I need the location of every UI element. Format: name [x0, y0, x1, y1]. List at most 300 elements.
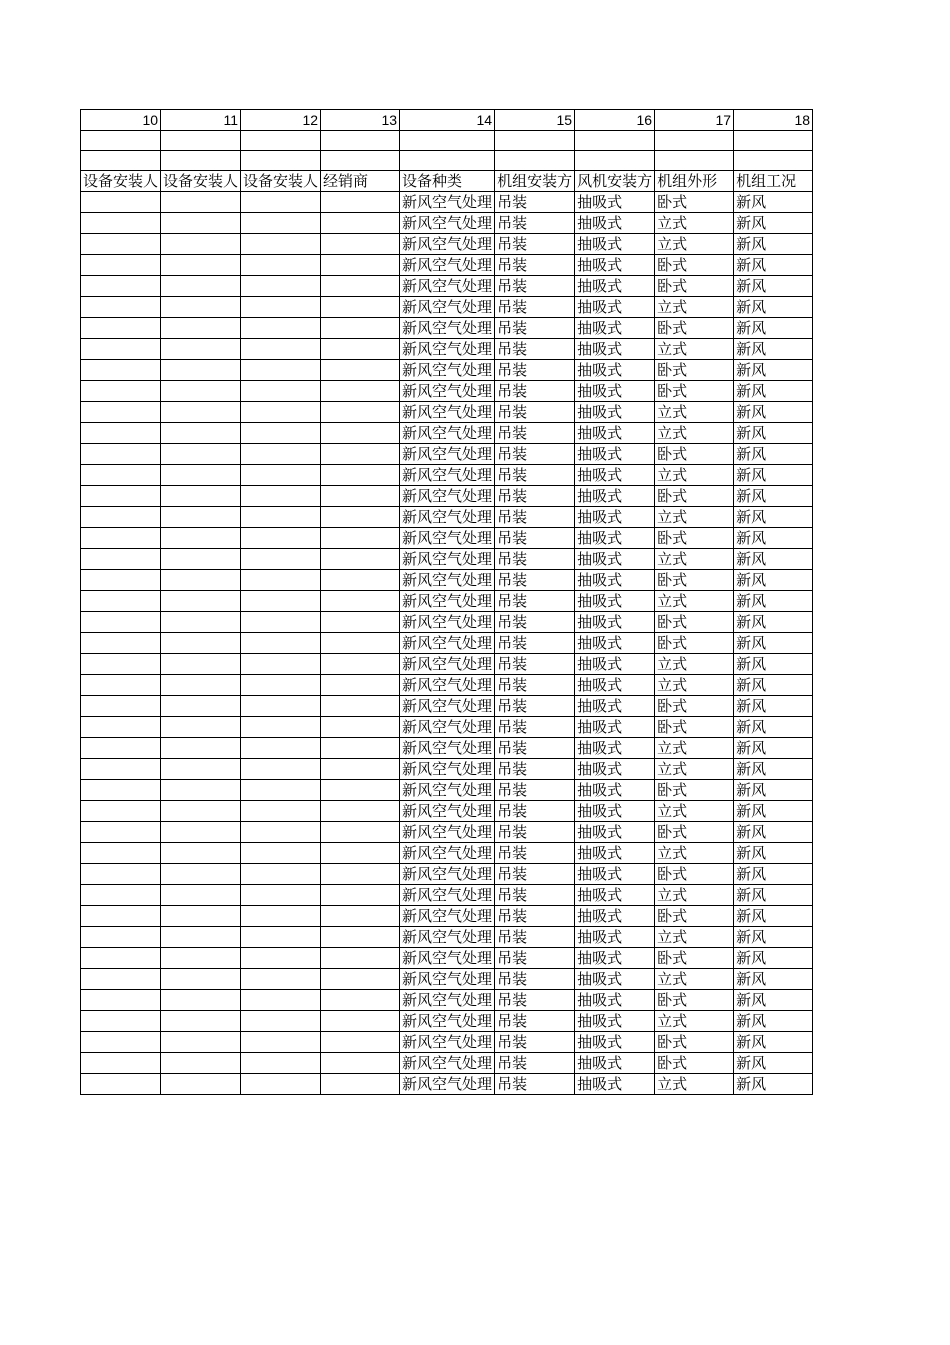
empty-cell[interactable]: [655, 151, 734, 171]
shape-cell[interactable]: 卧式: [655, 318, 734, 339]
device-type-cell[interactable]: 新风空气处理: [400, 633, 495, 654]
fan-method-cell[interactable]: 抽吸式: [575, 486, 655, 507]
install-method-cell[interactable]: 吊装: [495, 234, 575, 255]
empty-cell[interactable]: [81, 318, 161, 339]
install-method-cell[interactable]: 吊装: [495, 759, 575, 780]
empty-cell[interactable]: [241, 297, 321, 318]
condition-cell[interactable]: 新风: [734, 612, 813, 633]
install-method-cell[interactable]: 吊装: [495, 675, 575, 696]
fan-method-cell[interactable]: 抽吸式: [575, 318, 655, 339]
fan-method-cell[interactable]: 抽吸式: [575, 738, 655, 759]
install-method-cell[interactable]: 吊装: [495, 444, 575, 465]
empty-cell[interactable]: [161, 131, 241, 151]
fan-method-cell[interactable]: 抽吸式: [575, 864, 655, 885]
empty-cell[interactable]: [81, 402, 161, 423]
empty-cell[interactable]: [81, 1053, 161, 1074]
condition-cell[interactable]: 新风: [734, 1053, 813, 1074]
device-type-cell[interactable]: 新风空气处理: [400, 234, 495, 255]
empty-cell[interactable]: [321, 717, 400, 738]
device-type-cell[interactable]: 新风空气处理: [400, 969, 495, 990]
fan-method-cell[interactable]: 抽吸式: [575, 780, 655, 801]
empty-cell[interactable]: [81, 591, 161, 612]
empty-cell[interactable]: [161, 927, 241, 948]
empty-cell[interactable]: [161, 465, 241, 486]
device-type-cell[interactable]: 新风空气处理: [400, 654, 495, 675]
condition-cell[interactable]: 新风: [734, 969, 813, 990]
device-type-cell[interactable]: 新风空气处理: [400, 402, 495, 423]
empty-cell[interactable]: [161, 381, 241, 402]
shape-cell[interactable]: 卧式: [655, 633, 734, 654]
empty-cell[interactable]: [321, 780, 400, 801]
device-type-cell[interactable]: 新风空气处理: [400, 549, 495, 570]
empty-cell[interactable]: [81, 843, 161, 864]
install-method-cell[interactable]: 吊装: [495, 402, 575, 423]
install-method-cell[interactable]: 吊装: [495, 738, 575, 759]
device-type-cell[interactable]: 新风空气处理: [400, 1011, 495, 1032]
device-type-cell[interactable]: 新风空气处理: [400, 927, 495, 948]
shape-cell[interactable]: 卧式: [655, 1053, 734, 1074]
condition-cell[interactable]: 新风: [734, 339, 813, 360]
condition-cell[interactable]: 新风: [734, 885, 813, 906]
empty-cell[interactable]: [321, 759, 400, 780]
fan-method-cell[interactable]: 抽吸式: [575, 633, 655, 654]
shape-cell[interactable]: 卧式: [655, 360, 734, 381]
install-method-cell[interactable]: 吊装: [495, 255, 575, 276]
empty-cell[interactable]: [161, 780, 241, 801]
condition-cell[interactable]: 新风: [734, 255, 813, 276]
empty-cell[interactable]: [655, 131, 734, 151]
fan-method-cell[interactable]: 抽吸式: [575, 192, 655, 213]
empty-cell[interactable]: [400, 151, 495, 171]
condition-cell[interactable]: 新风: [734, 444, 813, 465]
condition-cell[interactable]: 新风: [734, 990, 813, 1011]
empty-cell[interactable]: [241, 780, 321, 801]
device-type-cell[interactable]: 新风空气处理: [400, 801, 495, 822]
empty-cell[interactable]: [241, 318, 321, 339]
empty-cell[interactable]: [241, 528, 321, 549]
install-method-cell[interactable]: 吊装: [495, 717, 575, 738]
install-method-cell[interactable]: 吊装: [495, 612, 575, 633]
fan-method-cell[interactable]: 抽吸式: [575, 444, 655, 465]
fan-method-cell[interactable]: 抽吸式: [575, 696, 655, 717]
empty-cell[interactable]: [321, 192, 400, 213]
device-type-cell[interactable]: 新风空气处理: [400, 1074, 495, 1095]
shape-cell[interactable]: 立式: [655, 339, 734, 360]
empty-cell[interactable]: [321, 696, 400, 717]
empty-cell[interactable]: [241, 570, 321, 591]
shape-cell[interactable]: 立式: [655, 969, 734, 990]
condition-cell[interactable]: 新风: [734, 843, 813, 864]
install-method-cell[interactable]: 吊装: [495, 192, 575, 213]
shape-cell[interactable]: 立式: [655, 654, 734, 675]
device-type-cell[interactable]: 新风空气处理: [400, 486, 495, 507]
shape-cell[interactable]: 卧式: [655, 381, 734, 402]
shape-cell[interactable]: 卧式: [655, 192, 734, 213]
device-type-cell[interactable]: 新风空气处理: [400, 339, 495, 360]
condition-cell[interactable]: 新风: [734, 528, 813, 549]
empty-cell[interactable]: [161, 885, 241, 906]
device-type-cell[interactable]: 新风空气处理: [400, 360, 495, 381]
empty-cell[interactable]: [321, 402, 400, 423]
install-method-cell[interactable]: 吊装: [495, 780, 575, 801]
empty-cell[interactable]: [241, 738, 321, 759]
shape-cell[interactable]: 立式: [655, 213, 734, 234]
empty-cell[interactable]: [81, 906, 161, 927]
shape-cell[interactable]: 立式: [655, 927, 734, 948]
column-number-cell[interactable]: 11: [161, 110, 241, 131]
column-number-cell[interactable]: 10: [81, 110, 161, 131]
empty-cell[interactable]: [81, 255, 161, 276]
condition-cell[interactable]: 新风: [734, 738, 813, 759]
empty-cell[interactable]: [321, 654, 400, 675]
device-type-cell[interactable]: 新风空气处理: [400, 759, 495, 780]
empty-cell[interactable]: [81, 822, 161, 843]
condition-cell[interactable]: 新风: [734, 486, 813, 507]
empty-cell[interactable]: [241, 717, 321, 738]
install-method-cell[interactable]: 吊装: [495, 360, 575, 381]
shape-cell[interactable]: 立式: [655, 591, 734, 612]
empty-cell[interactable]: [241, 339, 321, 360]
device-type-cell[interactable]: 新风空气处理: [400, 444, 495, 465]
empty-cell[interactable]: [241, 612, 321, 633]
empty-cell[interactable]: [495, 151, 575, 171]
fan-method-cell[interactable]: 抽吸式: [575, 990, 655, 1011]
install-method-cell[interactable]: 吊装: [495, 927, 575, 948]
install-method-cell[interactable]: 吊装: [495, 822, 575, 843]
install-method-cell[interactable]: 吊装: [495, 318, 575, 339]
install-method-cell[interactable]: 吊装: [495, 1074, 575, 1095]
empty-cell[interactable]: [81, 192, 161, 213]
fan-method-cell[interactable]: 抽吸式: [575, 507, 655, 528]
header-cell[interactable]: 经销商: [321, 171, 400, 192]
empty-cell[interactable]: [161, 360, 241, 381]
empty-cell[interactable]: [241, 1032, 321, 1053]
header-cell[interactable]: 风机安装方: [575, 171, 655, 192]
empty-cell[interactable]: [241, 402, 321, 423]
condition-cell[interactable]: 新风: [734, 1074, 813, 1095]
device-type-cell[interactable]: 新风空气处理: [400, 822, 495, 843]
empty-cell[interactable]: [321, 255, 400, 276]
shape-cell[interactable]: 立式: [655, 1011, 734, 1032]
header-cell[interactable]: 机组外形: [655, 171, 734, 192]
install-method-cell[interactable]: 吊装: [495, 1011, 575, 1032]
empty-cell[interactable]: [161, 1032, 241, 1053]
condition-cell[interactable]: 新风: [734, 234, 813, 255]
empty-cell[interactable]: [161, 822, 241, 843]
empty-cell[interactable]: [575, 151, 655, 171]
fan-method-cell[interactable]: 抽吸式: [575, 234, 655, 255]
device-type-cell[interactable]: 新风空气处理: [400, 864, 495, 885]
empty-cell[interactable]: [161, 423, 241, 444]
empty-cell[interactable]: [321, 318, 400, 339]
header-cell[interactable]: 设备种类: [400, 171, 495, 192]
empty-cell[interactable]: [81, 1032, 161, 1053]
empty-cell[interactable]: [161, 151, 241, 171]
device-type-cell[interactable]: 新风空气处理: [400, 318, 495, 339]
column-number-cell[interactable]: 15: [495, 110, 575, 131]
empty-cell[interactable]: [321, 507, 400, 528]
fan-method-cell[interactable]: 抽吸式: [575, 885, 655, 906]
device-type-cell[interactable]: 新风空气处理: [400, 1053, 495, 1074]
empty-cell[interactable]: [321, 948, 400, 969]
device-type-cell[interactable]: 新风空气处理: [400, 276, 495, 297]
empty-cell[interactable]: [161, 696, 241, 717]
empty-cell[interactable]: [241, 801, 321, 822]
install-method-cell[interactable]: 吊装: [495, 381, 575, 402]
empty-cell[interactable]: [321, 360, 400, 381]
empty-cell[interactable]: [321, 675, 400, 696]
install-method-cell[interactable]: 吊装: [495, 906, 575, 927]
empty-cell[interactable]: [321, 151, 400, 171]
shape-cell[interactable]: 卧式: [655, 255, 734, 276]
install-method-cell[interactable]: 吊装: [495, 1032, 575, 1053]
device-type-cell[interactable]: 新风空气处理: [400, 192, 495, 213]
install-method-cell[interactable]: 吊装: [495, 423, 575, 444]
column-number-cell[interactable]: 13: [321, 110, 400, 131]
install-method-cell[interactable]: 吊装: [495, 213, 575, 234]
empty-cell[interactable]: [321, 1011, 400, 1032]
condition-cell[interactable]: 新风: [734, 948, 813, 969]
fan-method-cell[interactable]: 抽吸式: [575, 969, 655, 990]
fan-method-cell[interactable]: 抽吸式: [575, 381, 655, 402]
header-cell[interactable]: 机组工况: [734, 171, 813, 192]
install-method-cell[interactable]: 吊装: [495, 549, 575, 570]
shape-cell[interactable]: 卧式: [655, 948, 734, 969]
empty-cell[interactable]: [161, 234, 241, 255]
shape-cell[interactable]: 卧式: [655, 528, 734, 549]
device-type-cell[interactable]: 新风空气处理: [400, 612, 495, 633]
install-method-cell[interactable]: 吊装: [495, 948, 575, 969]
empty-cell[interactable]: [241, 675, 321, 696]
fan-method-cell[interactable]: 抽吸式: [575, 1074, 655, 1095]
install-method-cell[interactable]: 吊装: [495, 843, 575, 864]
empty-cell[interactable]: [241, 255, 321, 276]
install-method-cell[interactable]: 吊装: [495, 339, 575, 360]
empty-cell[interactable]: [161, 864, 241, 885]
empty-cell[interactable]: [241, 948, 321, 969]
empty-cell[interactable]: [321, 1074, 400, 1095]
install-method-cell[interactable]: 吊装: [495, 570, 575, 591]
empty-cell[interactable]: [81, 927, 161, 948]
empty-cell[interactable]: [81, 801, 161, 822]
empty-cell[interactable]: [241, 234, 321, 255]
empty-cell[interactable]: [81, 131, 161, 151]
empty-cell[interactable]: [161, 276, 241, 297]
empty-cell[interactable]: [734, 131, 813, 151]
condition-cell[interactable]: 新风: [734, 360, 813, 381]
fan-method-cell[interactable]: 抽吸式: [575, 297, 655, 318]
shape-cell[interactable]: 卧式: [655, 276, 734, 297]
condition-cell[interactable]: 新风: [734, 633, 813, 654]
device-type-cell[interactable]: 新风空气处理: [400, 990, 495, 1011]
empty-cell[interactable]: [575, 131, 655, 151]
fan-method-cell[interactable]: 抽吸式: [575, 948, 655, 969]
empty-cell[interactable]: [161, 738, 241, 759]
empty-cell[interactable]: [321, 990, 400, 1011]
empty-cell[interactable]: [241, 444, 321, 465]
empty-cell[interactable]: [241, 654, 321, 675]
device-type-cell[interactable]: 新风空气处理: [400, 1032, 495, 1053]
shape-cell[interactable]: 立式: [655, 675, 734, 696]
fan-method-cell[interactable]: 抽吸式: [575, 360, 655, 381]
empty-cell[interactable]: [81, 696, 161, 717]
empty-cell[interactable]: [321, 906, 400, 927]
empty-cell[interactable]: [241, 1011, 321, 1032]
header-cell[interactable]: 机组安装方: [495, 171, 575, 192]
header-cell[interactable]: 设备安装人: [81, 171, 161, 192]
empty-cell[interactable]: [321, 822, 400, 843]
shape-cell[interactable]: 卧式: [655, 486, 734, 507]
empty-cell[interactable]: [321, 465, 400, 486]
device-type-cell[interactable]: 新风空气处理: [400, 738, 495, 759]
empty-cell[interactable]: [81, 297, 161, 318]
fan-method-cell[interactable]: 抽吸式: [575, 1053, 655, 1074]
empty-cell[interactable]: [161, 1074, 241, 1095]
install-method-cell[interactable]: 吊装: [495, 297, 575, 318]
install-method-cell[interactable]: 吊装: [495, 801, 575, 822]
column-number-cell[interactable]: 17: [655, 110, 734, 131]
empty-cell[interactable]: [241, 759, 321, 780]
device-type-cell[interactable]: 新风空气处理: [400, 507, 495, 528]
empty-cell[interactable]: [241, 885, 321, 906]
condition-cell[interactable]: 新风: [734, 696, 813, 717]
empty-cell[interactable]: [81, 1074, 161, 1095]
empty-cell[interactable]: [161, 633, 241, 654]
shape-cell[interactable]: 卧式: [655, 822, 734, 843]
condition-cell[interactable]: 新风: [734, 318, 813, 339]
empty-cell[interactable]: [321, 927, 400, 948]
empty-cell[interactable]: [321, 885, 400, 906]
empty-cell[interactable]: [161, 717, 241, 738]
condition-cell[interactable]: 新风: [734, 423, 813, 444]
condition-cell[interactable]: 新风: [734, 1032, 813, 1053]
shape-cell[interactable]: 卧式: [655, 780, 734, 801]
empty-cell[interactable]: [161, 906, 241, 927]
install-method-cell[interactable]: 吊装: [495, 528, 575, 549]
condition-cell[interactable]: 新风: [734, 927, 813, 948]
empty-cell[interactable]: [321, 297, 400, 318]
empty-cell[interactable]: [161, 297, 241, 318]
condition-cell[interactable]: 新风: [734, 759, 813, 780]
device-type-cell[interactable]: 新风空气处理: [400, 885, 495, 906]
fan-method-cell[interactable]: 抽吸式: [575, 822, 655, 843]
empty-cell[interactable]: [161, 507, 241, 528]
empty-cell[interactable]: [81, 969, 161, 990]
empty-cell[interactable]: [321, 738, 400, 759]
empty-cell[interactable]: [321, 843, 400, 864]
install-method-cell[interactable]: 吊装: [495, 633, 575, 654]
empty-cell[interactable]: [241, 633, 321, 654]
shape-cell[interactable]: 立式: [655, 885, 734, 906]
empty-cell[interactable]: [321, 444, 400, 465]
shape-cell[interactable]: 立式: [655, 234, 734, 255]
empty-cell[interactable]: [161, 213, 241, 234]
empty-cell[interactable]: [241, 360, 321, 381]
empty-cell[interactable]: [161, 675, 241, 696]
empty-cell[interactable]: [321, 234, 400, 255]
empty-cell[interactable]: [81, 633, 161, 654]
empty-cell[interactable]: [321, 591, 400, 612]
empty-cell[interactable]: [161, 591, 241, 612]
empty-cell[interactable]: [241, 213, 321, 234]
empty-cell[interactable]: [241, 990, 321, 1011]
empty-cell[interactable]: [161, 255, 241, 276]
device-type-cell[interactable]: 新风空气处理: [400, 465, 495, 486]
empty-cell[interactable]: [321, 423, 400, 444]
empty-cell[interactable]: [321, 969, 400, 990]
fan-method-cell[interactable]: 抽吸式: [575, 528, 655, 549]
condition-cell[interactable]: 新风: [734, 507, 813, 528]
shape-cell[interactable]: 卧式: [655, 906, 734, 927]
empty-cell[interactable]: [81, 381, 161, 402]
empty-cell[interactable]: [81, 654, 161, 675]
shape-cell[interactable]: 立式: [655, 738, 734, 759]
empty-cell[interactable]: [241, 423, 321, 444]
empty-cell[interactable]: [241, 591, 321, 612]
shape-cell[interactable]: 立式: [655, 507, 734, 528]
empty-cell[interactable]: [241, 507, 321, 528]
empty-cell[interactable]: [161, 549, 241, 570]
device-type-cell[interactable]: 新风空气处理: [400, 780, 495, 801]
condition-cell[interactable]: 新风: [734, 297, 813, 318]
condition-cell[interactable]: 新风: [734, 192, 813, 213]
header-cell[interactable]: 设备安装人: [241, 171, 321, 192]
install-method-cell[interactable]: 吊装: [495, 507, 575, 528]
empty-cell[interactable]: [81, 885, 161, 906]
install-method-cell[interactable]: 吊装: [495, 885, 575, 906]
empty-cell[interactable]: [321, 213, 400, 234]
column-number-cell[interactable]: 18: [734, 110, 813, 131]
empty-cell[interactable]: [161, 990, 241, 1011]
fan-method-cell[interactable]: 抽吸式: [575, 549, 655, 570]
condition-cell[interactable]: 新风: [734, 381, 813, 402]
empty-cell[interactable]: [161, 654, 241, 675]
fan-method-cell[interactable]: 抽吸式: [575, 402, 655, 423]
empty-cell[interactable]: [321, 612, 400, 633]
device-type-cell[interactable]: 新风空气处理: [400, 570, 495, 591]
device-type-cell[interactable]: 新风空气处理: [400, 906, 495, 927]
condition-cell[interactable]: 新风: [734, 675, 813, 696]
empty-cell[interactable]: [321, 570, 400, 591]
device-type-cell[interactable]: 新风空气处理: [400, 696, 495, 717]
device-type-cell[interactable]: 新风空气处理: [400, 843, 495, 864]
empty-cell[interactable]: [321, 486, 400, 507]
device-type-cell[interactable]: 新风空气处理: [400, 423, 495, 444]
fan-method-cell[interactable]: 抽吸式: [575, 339, 655, 360]
install-method-cell[interactable]: 吊装: [495, 969, 575, 990]
condition-cell[interactable]: 新风: [734, 591, 813, 612]
empty-cell[interactable]: [81, 1011, 161, 1032]
empty-cell[interactable]: [81, 759, 161, 780]
shape-cell[interactable]: 立式: [655, 297, 734, 318]
column-number-cell[interactable]: 12: [241, 110, 321, 131]
empty-cell[interactable]: [321, 1032, 400, 1053]
empty-cell[interactable]: [81, 528, 161, 549]
empty-cell[interactable]: [81, 612, 161, 633]
install-method-cell[interactable]: 吊装: [495, 1053, 575, 1074]
device-type-cell[interactable]: 新风空气处理: [400, 675, 495, 696]
device-type-cell[interactable]: 新风空气处理: [400, 255, 495, 276]
empty-cell[interactable]: [81, 423, 161, 444]
empty-cell[interactable]: [81, 339, 161, 360]
empty-cell[interactable]: [321, 131, 400, 151]
empty-cell[interactable]: [241, 1074, 321, 1095]
shape-cell[interactable]: 卧式: [655, 696, 734, 717]
device-type-cell[interactable]: 新风空气处理: [400, 213, 495, 234]
empty-cell[interactable]: [241, 1053, 321, 1074]
shape-cell[interactable]: 立式: [655, 801, 734, 822]
empty-cell[interactable]: [161, 402, 241, 423]
